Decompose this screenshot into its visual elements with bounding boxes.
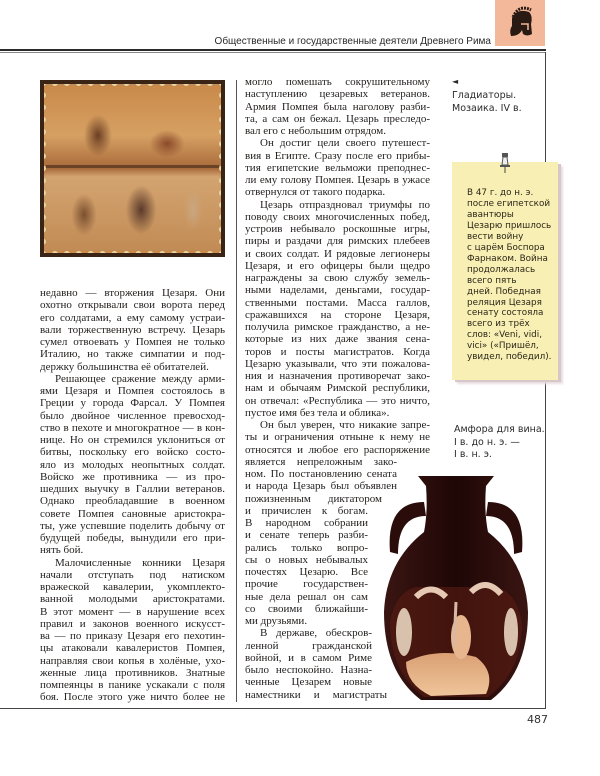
running-header: Общественные и государственные деятели Древнего Рима [214,36,491,47]
text-line: цы атаковали кавалеристов Помпея, [40,642,225,655]
note-line: дней. Победная [467,286,541,297]
note-line: реляция Цезаря [467,297,542,308]
text-line: устроив небывало роскошные игры, [245,223,430,235]
caption-arrow-icon: ◄ [452,77,459,86]
text-line: его солдатами, а ему самому устраи- [40,311,225,324]
text-line: вражеской кавалерии, укомплекто- [40,581,225,593]
text-line: нять бой. [40,544,84,557]
text-line: ва — по приказу Цезаря его пехотин- [40,630,225,642]
text-line: яло из молодых неопытных солдат. [40,458,225,471]
amphora-image [376,472,536,704]
text-line: направляя свои копья в холёные, ухо- [40,654,225,667]
text-line: и народа Цезарь был объявлен [245,480,397,493]
mosaic-band [46,165,219,168]
text-line: ванной молодыми аристократами. [40,593,225,606]
text-line: ство в пехоте и многократное — в кон- [40,421,225,434]
text-line: нам и обычаям Римской республики, [245,382,430,395]
text-line: почестях Цезарю. Все [245,566,368,578]
text-line: войной, и в самом Риме [245,651,372,664]
text-line: помпеянцы в панике ускакали с поля [40,679,225,691]
frame-bottom-rule [0,708,546,709]
text-line: награждены за свою службу земель- [245,272,430,284]
text-line: рались только вопро- [245,541,368,554]
text-line: нице. Но он стремился уклониться от [40,434,225,446]
mosaic-caption [452,90,522,115]
text-line: Цезаря, и его офицеры были щедро [245,259,430,272]
text-line: отвернулся от такого подарка. [245,186,386,199]
note-line: сенату состояла [467,308,544,319]
header-rule [0,49,546,51]
text-line: торов и посты магистратов. Когда [245,345,430,358]
caption-line: Амфора для вина. [454,424,545,435]
text-line: пустое имя без тела и облика». [245,406,390,419]
note-line: Фарнаком. Война [467,253,548,264]
text-line: Цезарь отпраздновал триумфы по [260,198,430,211]
text-line: недавно — вторжения Цезаря. Они [40,287,225,299]
text-line: вал его с небольшим отрядом. [245,125,387,137]
text-line: охотно открывали свои ворота перед [40,299,225,312]
header-icon-box [495,0,545,46]
text-line: получила римское гражданство, а не- [245,321,430,333]
text-line: Цезарю указывали, что эти пожалова- [245,357,430,370]
note-line: вести войну [467,231,524,242]
page-number: 487 [527,713,548,726]
note-line: Цезарю пришлось [467,220,552,231]
text-line: и своих солдат. И рядовые легионеры [245,247,430,260]
note-line: авантюры [467,209,514,220]
caption-line: I в. н. э. [454,449,492,460]
note-line: слов: «Veni, vidi, [467,330,543,341]
text-line: пиры и раздачи для римских плебеев [245,235,430,248]
frame-right-rule [545,52,546,709]
text-line: В этот момент — в нарушение всех [40,605,225,618]
text-line: Войско же противника — из про- [40,470,225,483]
text-line: начали отступать под натиском [40,568,225,581]
text-line: сражавшихся на стороне Цезаря, [245,308,430,321]
text-line: правил и законов военного искусст- [40,617,225,630]
text-line: тия египетские вельможи преподнес- [245,161,430,174]
text-line: вия в Египте. Сразу после его прибы- [245,149,430,162]
text-line: Италию, но также симпатии и под- [40,348,225,361]
note-line: продолжалась [467,264,536,275]
text-line: будущей победы, вынудили его при- [40,532,225,544]
text-line: ты и ограничения отныне к нему не [245,431,430,444]
text-line: держку большинства её обитателей. [40,360,209,373]
note-line: увидел, победил). [467,352,552,363]
amphora-caption [454,424,545,462]
text-line: ли ему голову Помпея. Цезарь в ужасе [245,174,430,186]
text-line: и причислен к богам. [245,504,368,517]
text-line: Он достиг цели своего путешест- [260,137,430,150]
gladiators-mosaic-image [40,80,225,257]
text-line: наступлению цезаревых ветеранов. [245,88,430,101]
roman-helmet-icon [495,0,545,46]
text-line: поводу своих многочисленных побед, [245,210,430,223]
text-line: сумел отвоевать у Помпея не только [40,336,225,348]
text-line: Греции у города Фарсал. У Помпея [40,397,225,410]
column-divider [236,80,237,702]
text-line: В державе, обескров- [260,627,372,640]
caption-line: Гладиаторы. [452,90,517,101]
note-line: vici» («Пришёл, [467,341,539,352]
text-line: шедших выучку в Галлии ветеранов. [40,483,225,495]
caption-line: I в. до н. э. — [454,436,520,448]
text-line: та, а сам он бежал. Цезарь преследо- [245,112,430,125]
note-line: с царём Боспора [467,242,545,253]
text-line: боя. После этого уже ничто более не [40,691,225,704]
text-line: Армия Помпея была наголову разби- [245,100,430,113]
text-line: со своими ближайши- [245,602,368,615]
text-line: Однако преобладавшие в военном [40,495,225,508]
text-line: ченные Цезарем новые [245,676,372,689]
text-line: он отвечал: «Республика — это ничто, [245,394,430,407]
text-line: Малочисленные конники Цезаря [55,556,225,569]
text-line: женные лица противников. Знатные [40,666,225,679]
text-line: ми друзьями. [245,615,308,627]
text-line: ния и назначения противоречат зако- [245,370,430,382]
text-line: ном. По постановлению сената [245,468,397,480]
text-line: ные дела решал он сам [245,590,368,603]
text-line: наместники и магистраты [245,688,387,701]
note-line: после египетской [467,198,551,209]
text-line: ленной гражданской [245,639,372,652]
text-line: было неспокойно. Назна- [245,664,372,676]
note-line: всего из трёх [467,319,530,330]
caption-line: Мозаика. IV в. [452,102,522,114]
text-line: сы о новых небывалых [245,553,368,566]
text-line: Решающее сражение между арми- [55,372,225,385]
text-line: является непреложным зако- [245,455,397,468]
text-line: битвы, поскольку его войско состо- [40,446,225,459]
text-line: В народном собрании [245,517,368,529]
text-line: ты, уже успевшие поделить добычу от [40,519,225,532]
text-line: пожизненным диктатором [245,492,382,505]
text-line: которые из них даже звания сена- [245,333,430,346]
text-line: ными наделами, деньгами, государ- [245,284,430,297]
text-line: вали торжественную встречу. Цезарь [40,323,225,336]
text-line: ственными постами. Масса галлов, [245,296,430,309]
text-line: ями Цезаря и Помпея состоялось в [40,385,225,397]
text-line: могло помешать сокрушительному [245,76,430,88]
text-line: совете Помпея сановные аристокра- [40,507,225,520]
text-line: Он был уверен, что никакие запре- [260,419,430,431]
text-column-left [40,287,225,704]
text-line: было двойное численное превосход- [40,409,225,422]
pin-icon [498,152,512,174]
sidebar-note-text [467,188,551,363]
text-line: и сенате теперь разби- [245,529,368,542]
header-rule-thin [0,52,546,53]
sidebar-note [452,162,558,380]
note-line: В 47 г. до н. э. [467,188,534,198]
note-line: всего пять [467,275,517,286]
text-line: прочие государствен- [245,578,368,591]
text-line: относятся и любое его распоряжение [245,443,430,456]
